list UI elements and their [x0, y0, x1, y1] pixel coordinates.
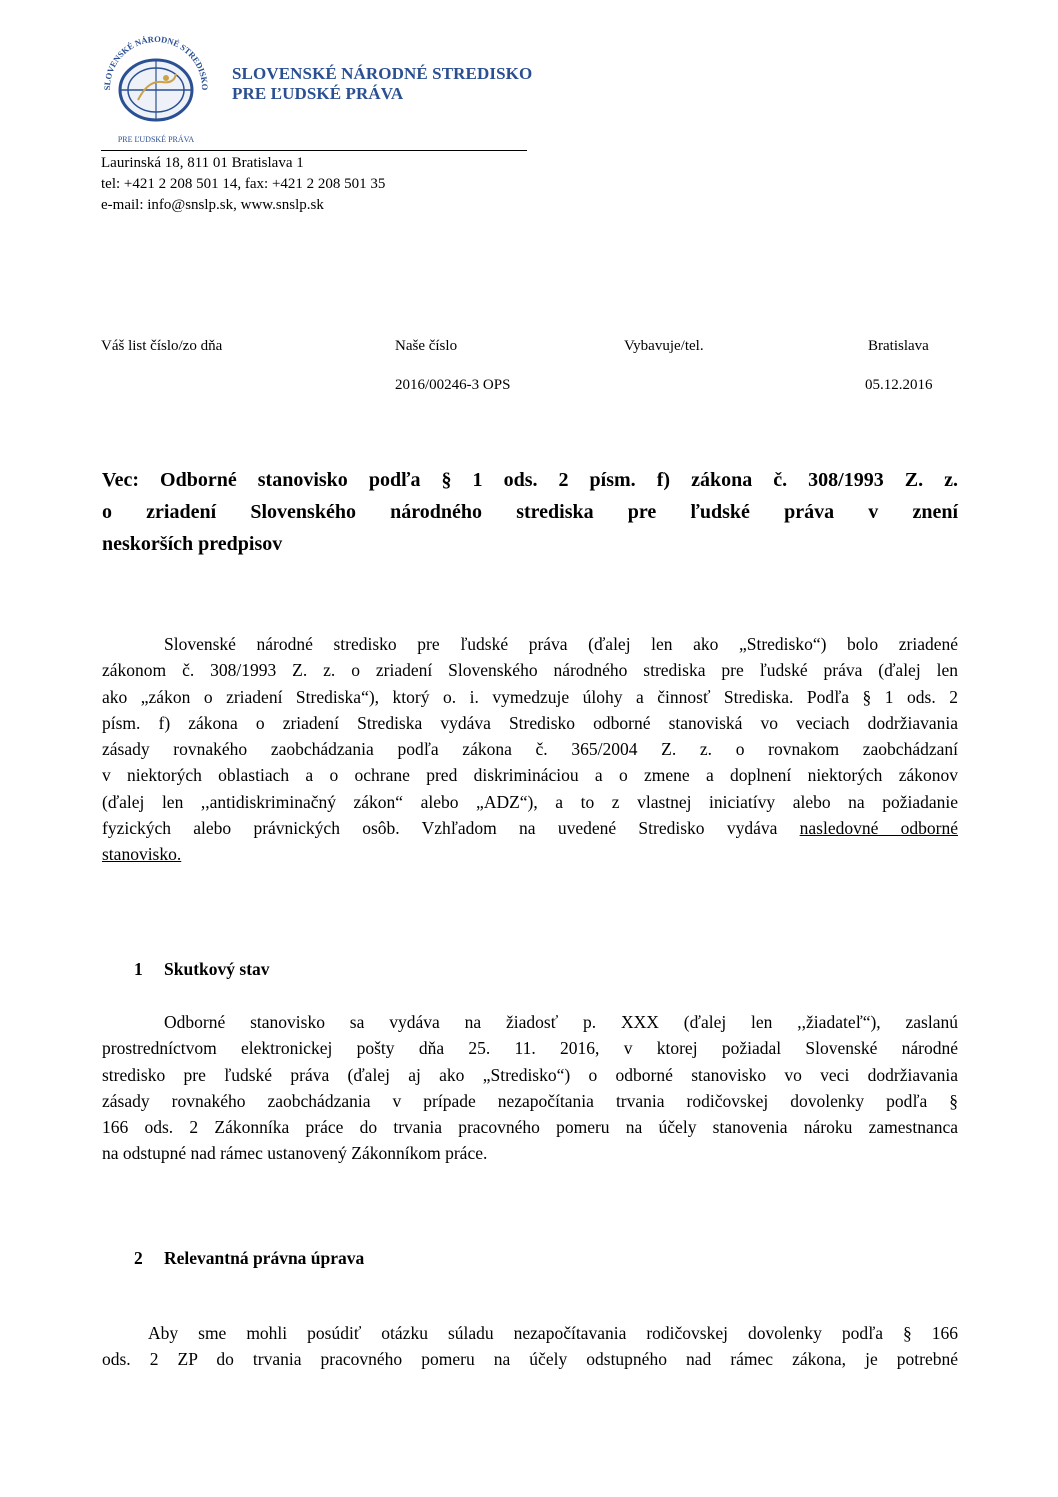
section-1-line: prostredníctvom elektronickej pošty dňa 25. 11. 2016, v ktorej požiadal Slovenské národné: [102, 1038, 958, 1059]
subject-line1: Vec: Odborné stanovisko podľa § 1 ods. 2 písm. f) zákona č. 308/1993 Z. z.: [102, 469, 958, 491]
intro-line: (ďalej len ,,antidiskriminačný zákon“ alebo „ADZ“), a to z vlastnej iniciatívy alebo na požiadanie: [102, 791, 958, 812]
intro-line: ako „zákon o zriadení Strediska“), ktorý o. i. vymedzuje úlohy a činnosť Strediska. Podľa § 1 ods. 2: [102, 686, 958, 707]
organization-name: [232, 64, 532, 104]
section-1-paragraph: [102, 1009, 958, 1167]
section-2-heading: [134, 1247, 364, 1269]
section-1-line: zásady rovnakého zaobchádzania v prípade nezapočítania trvania rodičovskej dovolenky podľa §: [102, 1090, 958, 1111]
section-2-number: 2: [134, 1248, 143, 1268]
our-number-value: 2016/00246-3 OPS: [395, 377, 511, 393]
intro-line: zákonom č. 308/1993 Z. z. o zriadení Slovenského národného strediska pre ľudské práva (ďalej len: [102, 660, 958, 681]
intro-line: v niektorých oblastiach a o ochrane pred diskrimináciou a o zmene a doplnení niektorých zákonov: [102, 765, 958, 786]
section-1-title: Skutkový stav: [164, 959, 270, 979]
section-1-line: Odborné stanovisko sa vydáva na žiadosť p. XXX (ďalej len ,,žiadateľ“), zaslanú: [164, 1012, 958, 1032]
section-1-line: stredisko pre ľudské práva (ďalej aj ako „Stredisko“) o odborné stanovisko vo veci dodržiavania: [102, 1064, 958, 1085]
our-number-label: Naše číslo: [395, 338, 458, 354]
intro-line: [102, 841, 958, 867]
subject-heading: [102, 464, 958, 560]
section-2-line: Aby sme mohli posúdiť otázku súladu nezapočítavania rodičovskej dovolenky podľa § 166: [148, 1323, 958, 1343]
contact-block: [101, 153, 385, 216]
section-2-title: Relevantná právna úprava: [164, 1248, 365, 1268]
handled-by-label: Vybavuje/tel.: [624, 338, 704, 354]
logo-ring-text-top: SLOVENSKÉ NÁRODNÉ STREDISKO: [101, 33, 211, 91]
subject-line2: o zriadení Slovenského národného strediska pre ľudské práva v znení: [102, 501, 958, 523]
intro-line: zásady rovnakého zaobchádzania podľa zákona č. 365/2004 Z. z. o rovnakom zaobchádzaní: [102, 739, 958, 760]
section-2-line: ods. 2 ZP do trvania pracovného pomeru na účely odstupného nad rámec zákona, je potrebné: [102, 1349, 958, 1370]
letterhead-divider: [101, 150, 527, 151]
underlined-phrase: nasledovné odborné: [799, 818, 958, 839]
intro-line: Slovenské národné stredisko pre ľudské práva (ďalej len ako „Stredisko“) bolo zriadené: [164, 634, 958, 654]
section-1-number: 1: [134, 959, 143, 979]
section-1-line: na odstupné nad rámec ustanovený Zákonníkom práce.: [102, 1143, 488, 1164]
section-2-paragraph: [102, 1320, 958, 1373]
address: Laurinská 18, 811 01 Bratislava 1: [101, 155, 304, 171]
organization-logo: [92, 30, 220, 152]
section-1-heading: [134, 958, 270, 980]
organization-name-line1: SLOVENSKÉ NÁRODNÉ STREDISKO: [232, 64, 533, 83]
email-web: e-mail: info@snslp.sk, www.snslp.sk: [101, 197, 324, 213]
subject-line3: neskorších predpisov: [102, 533, 283, 555]
phone-fax: tel: +421 2 208 501 14, fax: +421 2 208 501 35: [101, 176, 386, 192]
section-1-line: 166 ods. 2 Zákonníka práce do trvania pracovného pomeru na účely stanovenia nároku zamestnanca: [102, 1117, 958, 1138]
place: Bratislava: [868, 338, 929, 354]
your-letter-label: Váš list číslo/zo dňa: [101, 338, 223, 354]
organization-name-line2: PRE ĽUDSKÉ PRÁVA: [232, 84, 404, 103]
intro-line: fyzických alebo právnických osôb. Vzhľadom na uvedené Stredisko vydáva nasledovné odborné: [102, 818, 958, 839]
intro-line: písm. f) zákona o zriadení Strediska vydáva Stredisko odborné stanoviská vo veciach dodržiavania: [102, 712, 958, 733]
underlined-phrase-end: stanovisko.: [102, 844, 182, 865]
logo-ring-text-bottom: PRE ĽUDSKÉ PRÁVA: [117, 135, 195, 144]
date: 05.12.2016: [865, 377, 933, 393]
intro-paragraph: [102, 631, 958, 868]
